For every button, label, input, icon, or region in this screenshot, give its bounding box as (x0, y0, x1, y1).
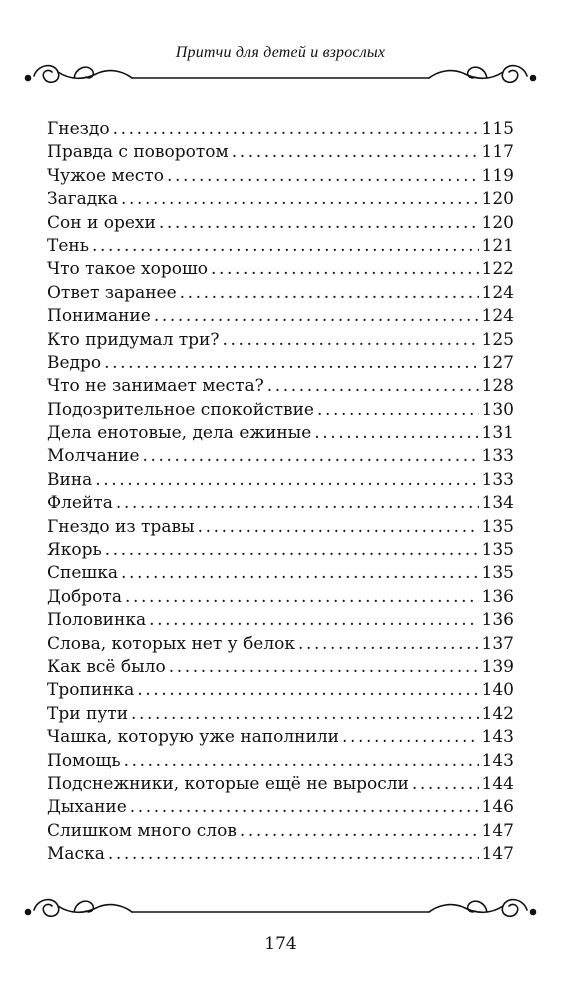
toc-entry-page: 146 (481, 797, 514, 818)
toc-entry (47, 492, 514, 515)
toc-entry (47, 703, 514, 726)
toc-entry-page: 127 (481, 352, 514, 373)
dot-leader (121, 188, 479, 211)
toc-entry-title: Как всё было (47, 656, 166, 677)
table-of-contents (47, 118, 514, 867)
toc-entry-page: 135 (481, 540, 514, 561)
toc-entry-page: 125 (481, 329, 514, 350)
toc-entry-page: 115 (481, 119, 514, 139)
toc-entry (47, 329, 514, 352)
toc-entry-title: Дыхание (47, 797, 127, 818)
toc-entry-page: 128 (481, 376, 514, 397)
dot-leader (267, 375, 479, 398)
toc-entry (47, 796, 514, 819)
dot-leader (137, 679, 478, 702)
toc-entry-title: Спешка (47, 563, 118, 584)
toc-entry (47, 399, 514, 422)
toc-entry (47, 679, 514, 702)
toc-entry-page: 136 (481, 586, 514, 607)
toc-entry-title: Тропинка (47, 680, 135, 701)
toc-entry-title: Доброта (47, 586, 122, 607)
toc-entry (47, 820, 514, 843)
toc-entry (47, 258, 514, 281)
toc-entry-title: Ответ заранее (47, 282, 177, 303)
toc-entry-title: Ведро (47, 352, 102, 373)
toc-entry (47, 165, 514, 188)
dot-leader (116, 492, 479, 515)
toc-entry-page: 135 (481, 516, 514, 537)
dot-leader (104, 352, 478, 375)
toc-entry-title: Слишком много слов (47, 820, 237, 841)
toc-entry-page: 136 (481, 610, 514, 631)
toc-entry-page: 119 (481, 165, 514, 186)
toc-entry (47, 282, 514, 305)
toc-entry-page: 134 (481, 493, 514, 514)
dot-leader (113, 118, 479, 141)
toc-entry (47, 633, 514, 656)
dot-leader (223, 329, 479, 352)
toc-entry (47, 352, 514, 375)
toc-entry (47, 118, 514, 141)
toc-entry-title: Чашка, которую уже наполнили (47, 727, 339, 748)
toc-entry-title: Три пути (47, 703, 129, 724)
toc-entry (47, 843, 514, 866)
toc-entry-page: 139 (481, 656, 514, 677)
dot-leader (169, 656, 479, 679)
dot-leader (105, 539, 479, 562)
toc-entry-title: Помощь (47, 750, 121, 771)
toc-entry (47, 656, 514, 679)
toc-entry-title: Вина (47, 469, 93, 490)
toc-entry-title: Что не занимает места? (47, 376, 264, 397)
toc-entry-title: Якорь (47, 540, 102, 561)
toc-entry-page: 124 (481, 306, 514, 327)
dot-leader (240, 820, 479, 843)
toc-entry-title: Сон и орехи (47, 212, 156, 233)
dot-leader (95, 469, 478, 492)
toc-entry-page: 147 (481, 844, 514, 865)
toc-entry-title: Дела енотовые, дела ежиные (47, 423, 312, 444)
toc-entry-title: Маска (47, 844, 105, 865)
dot-leader (317, 399, 479, 422)
toc-entry (47, 141, 514, 164)
toc-entry-page: 133 (481, 446, 514, 467)
toc-entry (47, 212, 514, 235)
toc-entry-page: 124 (481, 282, 514, 303)
toc-entry-page: 120 (481, 212, 514, 233)
toc-entry-page: 147 (481, 820, 514, 841)
toc-entry-title: Подозрительное спокойствие (47, 399, 314, 420)
toc-entry-title: Загадка (47, 189, 118, 210)
toc-entry (47, 586, 514, 609)
toc-entry (47, 750, 514, 773)
toc-entry-page: 121 (481, 235, 514, 256)
toc-entry-page: 142 (481, 703, 514, 724)
toc-entry (47, 235, 514, 258)
toc-entry-page: 120 (481, 189, 514, 210)
toc-entry-page: 137 (481, 633, 514, 654)
toc-entry (47, 188, 514, 211)
toc-entry-title: Тень (47, 235, 89, 256)
toc-entry (47, 305, 514, 328)
toc-entry-title: Чужое место (47, 165, 164, 186)
toc-entry-page: 135 (481, 563, 514, 584)
dot-leader (167, 165, 479, 188)
dot-leader (108, 843, 479, 866)
toc-entry-title: Флейта (47, 493, 113, 514)
dot-leader (143, 445, 479, 468)
toc-entry (47, 422, 514, 445)
toc-entry-title: Гнездо (47, 119, 110, 139)
toc-entry (47, 562, 514, 585)
toc-entry-title: Кто придумал три? (47, 329, 220, 350)
toc-entry-title: Правда с поворотом (47, 142, 229, 163)
toc-entry-page: 140 (481, 680, 514, 701)
toc-entry-title: Гнездо из травы (47, 516, 195, 537)
dot-leader (92, 235, 479, 258)
toc-entry (47, 375, 514, 398)
dot-leader (314, 422, 478, 445)
toc-entry-page: 130 (481, 399, 514, 420)
running-header-title: Притчи для детей и взрослых (175, 44, 386, 61)
toc-entry-title: Понимание (47, 306, 151, 327)
toc-entry (47, 445, 514, 468)
toc-entry-page: 143 (481, 750, 514, 771)
toc-entry (47, 609, 514, 632)
toc-entry-title: Что такое хорошо (47, 259, 209, 280)
scroll-flourish-ornament-icon (14, 50, 547, 96)
dot-leader (342, 726, 479, 749)
dot-leader (211, 258, 479, 281)
toc-entry-page: 117 (481, 142, 514, 163)
toc-entry-page: 143 (481, 727, 514, 748)
toc-entry-title: Подснежники, которые ещё не выросли (47, 773, 409, 794)
toc-entry-page: 144 (481, 773, 514, 794)
toc-entry (47, 773, 514, 796)
toc-entry (47, 516, 514, 539)
toc-entry-title: Молчание (47, 446, 140, 467)
dot-leader (412, 773, 479, 796)
dot-leader (232, 141, 479, 164)
toc-entry-page: 122 (481, 259, 514, 280)
toc-entry-page: 131 (481, 423, 514, 444)
dot-leader (298, 633, 479, 656)
dot-leader (121, 562, 479, 585)
dot-leader (125, 586, 479, 609)
toc-entry (47, 539, 514, 562)
dot-leader (180, 282, 479, 305)
toc-entry (47, 726, 514, 749)
page-number: 174 (264, 934, 297, 954)
scroll-flourish-ornament-icon (14, 888, 547, 934)
dot-leader (131, 703, 479, 726)
toc-entry-title: Половинка (47, 610, 147, 631)
toc-entry (47, 469, 514, 492)
dot-leader (198, 516, 479, 539)
dot-leader (124, 750, 479, 773)
toc-entry-title: Слова, которых нет у белок (47, 633, 296, 654)
dot-leader (159, 212, 479, 235)
dot-leader (130, 796, 479, 819)
dot-leader (149, 609, 478, 632)
dot-leader (154, 305, 479, 328)
toc-entry-page: 133 (481, 469, 514, 490)
